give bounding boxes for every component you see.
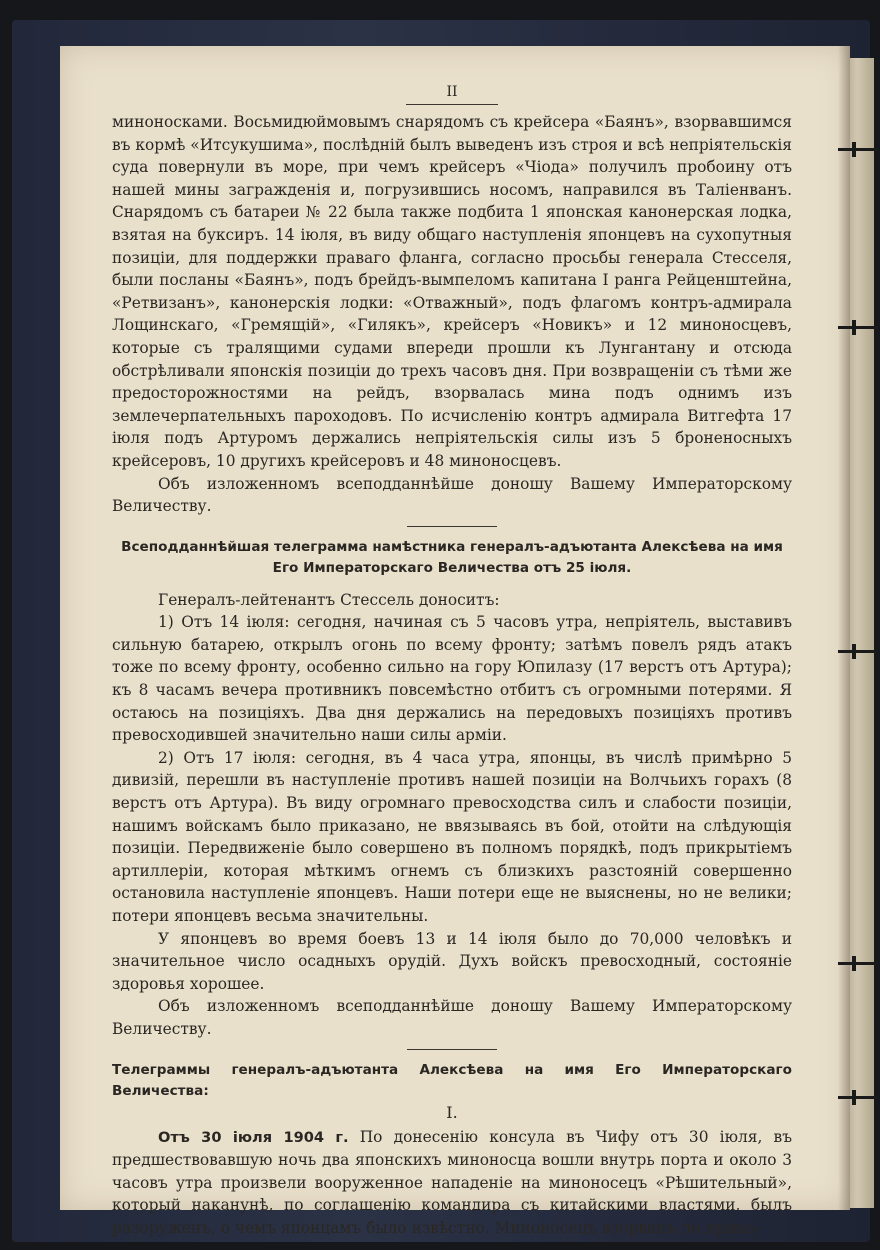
page-edges bbox=[848, 58, 874, 1208]
page-content bbox=[112, 82, 792, 1240]
paragraph-report-2: 2) Отъ 17 іюля: сегодня, въ 4 часа утра, японцы, въ числѣ примѣрно 5 дивизій, перешли въ наступленіе противъ нашей позиціи на Волчьихъ горахъ (8 верстъ отъ Артура). Въ виду огромнаго превосходства силъ и слабости позиціи, нашимъ войскамъ было приказано, не ввязываясь въ бой, отойти на слѣдующія позиціи. Передвиженіе было совершено въ полномъ порядкѣ, подъ прикрытіемъ артиллеріи, которая мѣткимъ огнемъ съ близкихъ разстояній совершенно остановила наступленіе японцевъ. Наши потери еще не выяснены, но не велики; потери японцевъ весьма значительны. bbox=[112, 748, 792, 925]
binding-stitch bbox=[838, 1096, 878, 1099]
binding-stitch bbox=[838, 326, 878, 329]
binding-stitch bbox=[838, 650, 878, 653]
binding-stitch bbox=[838, 148, 878, 151]
paragraph-report-3: У японцевъ во время боевъ 13 и 14 іюля было до 70,000 человѣкъ и значительное число осадныхъ орудій. Духъ войскъ превосходный, состояніе здоровья хорошее. bbox=[112, 929, 792, 993]
binding-stitch bbox=[838, 962, 878, 965]
book-page bbox=[60, 46, 850, 1237]
section-heading-1: Всеподданнѣйшая телеграмма намѣстника генералъ-адъютанта Алексѣева на имя Его Императорскаго Величества отъ 25 іюля. bbox=[121, 538, 783, 576]
paragraph-telegram-1 bbox=[112, 1126, 792, 1240]
page-number-rule bbox=[406, 104, 498, 105]
paragraph-closing-2: Объ изложенномъ всеподданнѣйше доношу Вашему Императорскому Величеству. bbox=[112, 997, 792, 1038]
roman-numeral-heading: I. bbox=[446, 1102, 458, 1122]
paragraph-report-1: 1) Отъ 14 іюля: сегодня, начиная съ 5 часовъ утра, непріятель, выставивъ сильную батарею, открылъ огонь по всему фронту; затѣмъ повелъ рядъ атакъ тоже по всему фронту, особенно сильно на гору Юпилазу (17 верстъ отъ Артура); къ 8 часамъ вечера противникъ повсемѣстно отбитъ съ огромными потерями. Я остаюсь на позиціяхъ. Два дня держались на передовыхъ позиціяхъ противъ превосходившей значительно наши силы арміи. bbox=[112, 613, 792, 745]
paragraph-closing-1: Объ изложенномъ всеподданнѣйше доношу Вашему Императорскому Величеству. bbox=[112, 474, 792, 516]
section-divider-1 bbox=[407, 526, 497, 527]
telegram-text: По донесенію консула въ Чифу отъ 30 іюля, въ предшествовавшую ночь два японскихъ миноносца вошли внутрь порта и около 3 часовъ утра произвели вооруженное нападеніе на миноносецъ «Рѣшительный», который наканунѣ, по соглашенію командира съ китайскими властями, былъ разоруженъ, о чемъ японцамъ было извѣстно. Миноносецъ взорванъ по прика- bbox=[112, 1127, 792, 1237]
telegram-date: Отъ 30 іюля 1904 г. bbox=[158, 1128, 349, 1146]
section-divider-2 bbox=[407, 1049, 497, 1050]
section-heading-2: Телеграммы генералъ-адъютанта Алексѣева на имя Его Императорскаго Величества: bbox=[112, 1061, 792, 1099]
page-number: II bbox=[446, 84, 458, 100]
paragraph-report-intro: Генералъ-лейтенантъ Стессель доноситъ: bbox=[158, 590, 500, 609]
paragraph-continuation: миноносками. Восьмидюймовымъ снарядомъ съ крейсера «Баянъ», взорвавшимся въ кормѣ «Итсукушима», послѣдній былъ выведенъ изъ строя и всѣ непріятельскія суда повернули въ море, при чемъ крейсеръ «Чіода» получилъ пробоину отъ нашей мины загражденія и, погрузившись носомъ, направился въ Таліенванъ. Снарядомъ съ батареи № 22 была также подбита 1 японская канонерская лодка, взятая на буксиръ. 14 іюля, въ виду общаго наступленія японцевъ на сухопутныя позиціи, для поддержки праваго фланга, согласно просьбы генерала Стесселя, были посланы «Баянъ», подъ брейдъ-вымпеломъ капитана I ранга Рейценштейна, «Ретвизанъ», канонерскія лодки: «Отважный», подъ флагомъ контръ-адмирала Лощинскаго, «Гремящій», «Гилякъ», крейсеръ «Новикъ» и 12 миноносцевъ, которые съ тралящими судами впереди прошли къ Лунгантану и отсюда обстрѣливали японскія позиціи до трехъ часовъ дня. При возвращеніи съ тѣми же предосторожностями на рейдъ, взорвалась мина подъ однимъ изъ землечерпательныхъ пароходовъ. По исчисленію контръ адмирала Витгефта 17 іюля подъ Артуромъ держались непріятельскія силы изъ 5 броненосныхъ крейсеровъ, 10 другихъ крейсеровъ и 48 миноносцевъ. bbox=[112, 113, 792, 470]
